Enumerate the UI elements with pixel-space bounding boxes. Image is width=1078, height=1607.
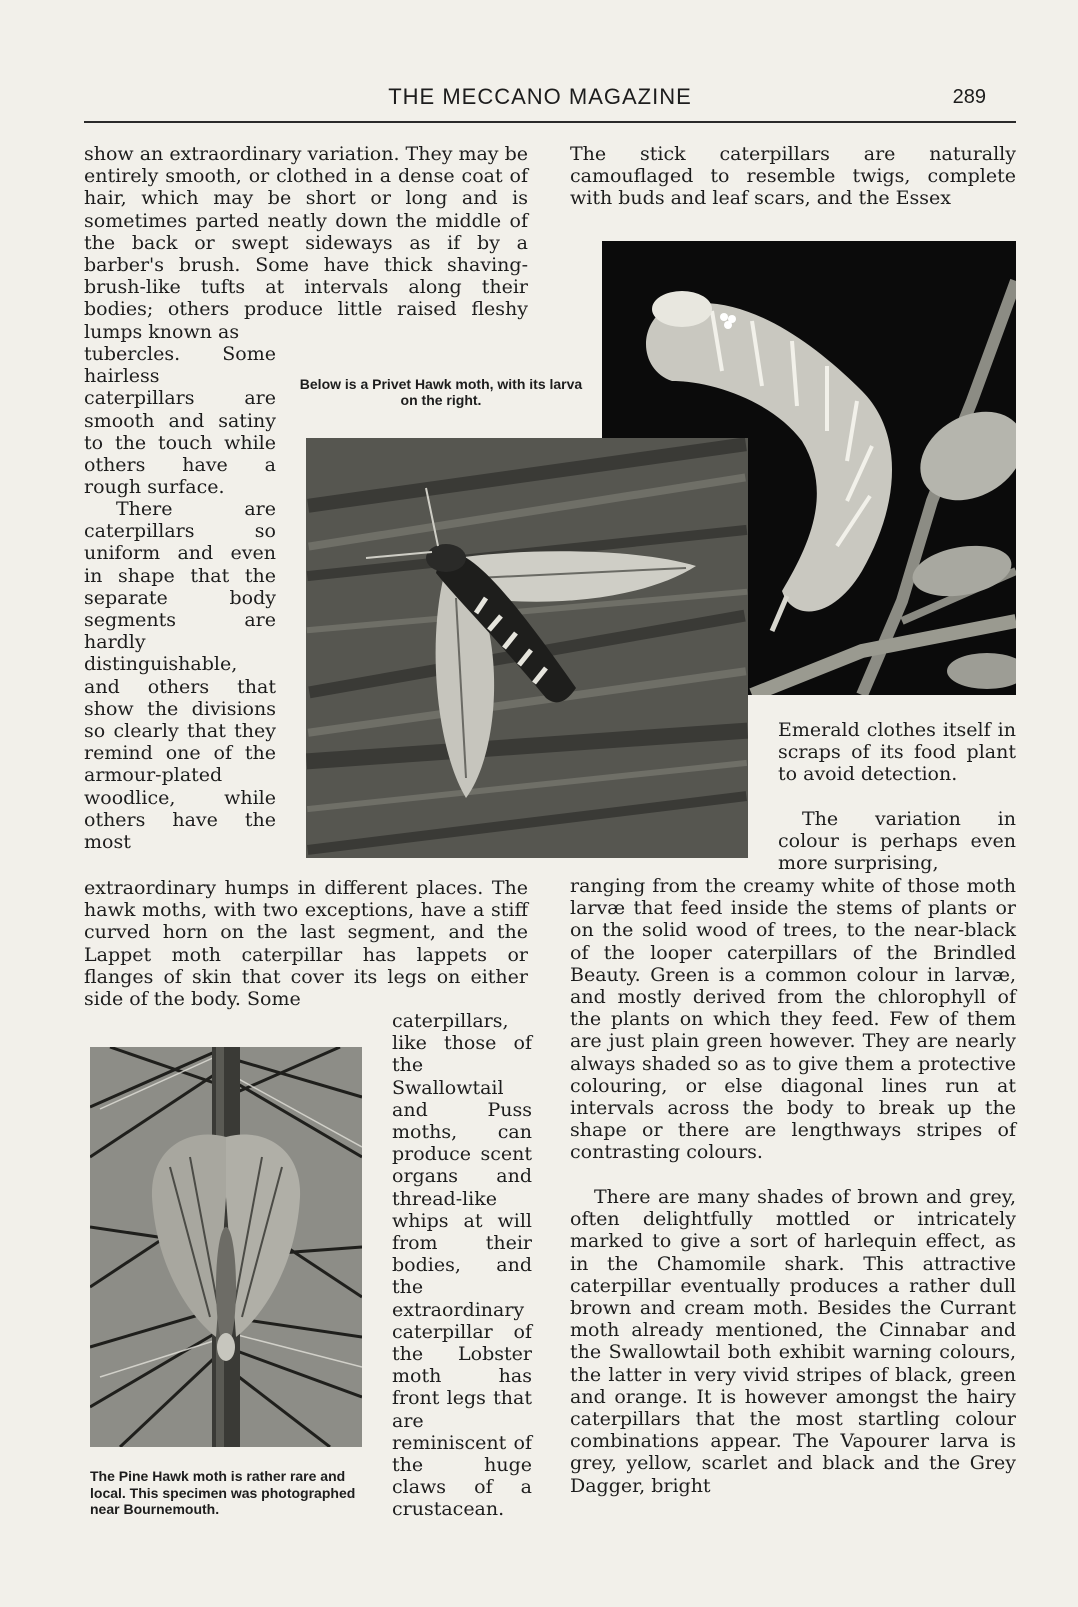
left-paragraph-2-full: extraordinary humps in different places. The hawk moths, with two exceptions, have a stiff curved horn on the last segment, and the Lappet moth caterpillar has lappets or flanges of skin that cover its legs on either side of the body. Some (84, 877, 528, 1011)
left-paragraph-2-side: caterpillars, like those of the Swallowtail and Puss moths, can produce scent organs and thread-like whips at will from their bodies, and the extraordinary caterpillar of the Lobster moth has front legs that are reminiscent of the huge claws of a crustacean. (392, 1010, 532, 1521)
page-number: 289 (952, 86, 986, 108)
pine-hawk-caption: The Pine Hawk moth is rather rare and local. This specimen was photographed near Bournemouth. (90, 1468, 356, 1517)
magazine-title: THE MECCANO MAGAZINE (388, 84, 692, 109)
left-paragraph-1-narrow: tubercles. Some hairless caterpillars are smooth and satiny to the touch while others have a rough surface. (84, 343, 276, 499)
right-paragraph-1-top: The stick caterpillars are naturally camouflaged to resemble twigs, complete with buds and leaf scars, and the Essex (570, 143, 1016, 210)
right-paragraph-1-narrow: Emerald clothes itself in scraps of its food plant to avoid detection. (778, 719, 1016, 786)
left-paragraph-1-full: show an extraordinary variation. They may be entirely smooth, or clothed in a dense coat of hair, which may be short or long and is sometimes parted neatly down the middle of the back or swept sideways as if by a barber's brush. Some have thick shaving-brush-like tufts at intervals along their bodies; others produce little raised fleshy lumps known as (84, 143, 528, 343)
right-paragraph-2-full: ranging from the creamy white of those moth larvæ that feed inside the stems of plants or on the solid wood of trees, to the near-black of the looper caterpillars of the Brindled Beauty. Green is a common colour in larvæ, and mostly derived from the chlorophyll of the plants on which they feed. Few of them are just plain green however. They are nearly always shaded so as to give them a protective colouring, or else diagonal lines run at intervals across the body to break up the shape or there are lengthways stripes of contrasting colours. (570, 875, 1016, 1164)
privet-hawk-caption: Below is a Privet Hawk moth, with its larva on the right. (299, 376, 583, 408)
right-paragraph-2-narrow: The variation in colour is perhaps even more surprising, (778, 808, 1016, 875)
right-paragraph-3-full: There are many shades of brown and grey, often delightfully mottled or intricately marked to give a sort of harlequin effect, as in the Chamomile shark. This attractive caterpillar eventually produces a rather dull brown and cream moth. Besides the Currant moth already mentioned, the Cinnabar and the Swallowtail both exhibit warning colours, the latter in very vivid stripes of black, green and orange. It is however amongst the hairy caterpillars that the most startling colour combinations appear. The Vapourer larva is grey, yellow, scarlet and black and the Grey Dagger, bright (570, 1186, 1016, 1497)
privet-hawk-moth-photo (306, 438, 748, 858)
left-paragraph-2-narrow: There are caterpillars so uniform and even in shape that the separate body segments are hardly distinguishable, and others that show the divisions so clearly that they remind one of the armour-plated woodlice, while others have the most (84, 498, 276, 854)
pine-hawk-moth-photo (90, 1047, 362, 1447)
header-rule (84, 121, 1016, 123)
